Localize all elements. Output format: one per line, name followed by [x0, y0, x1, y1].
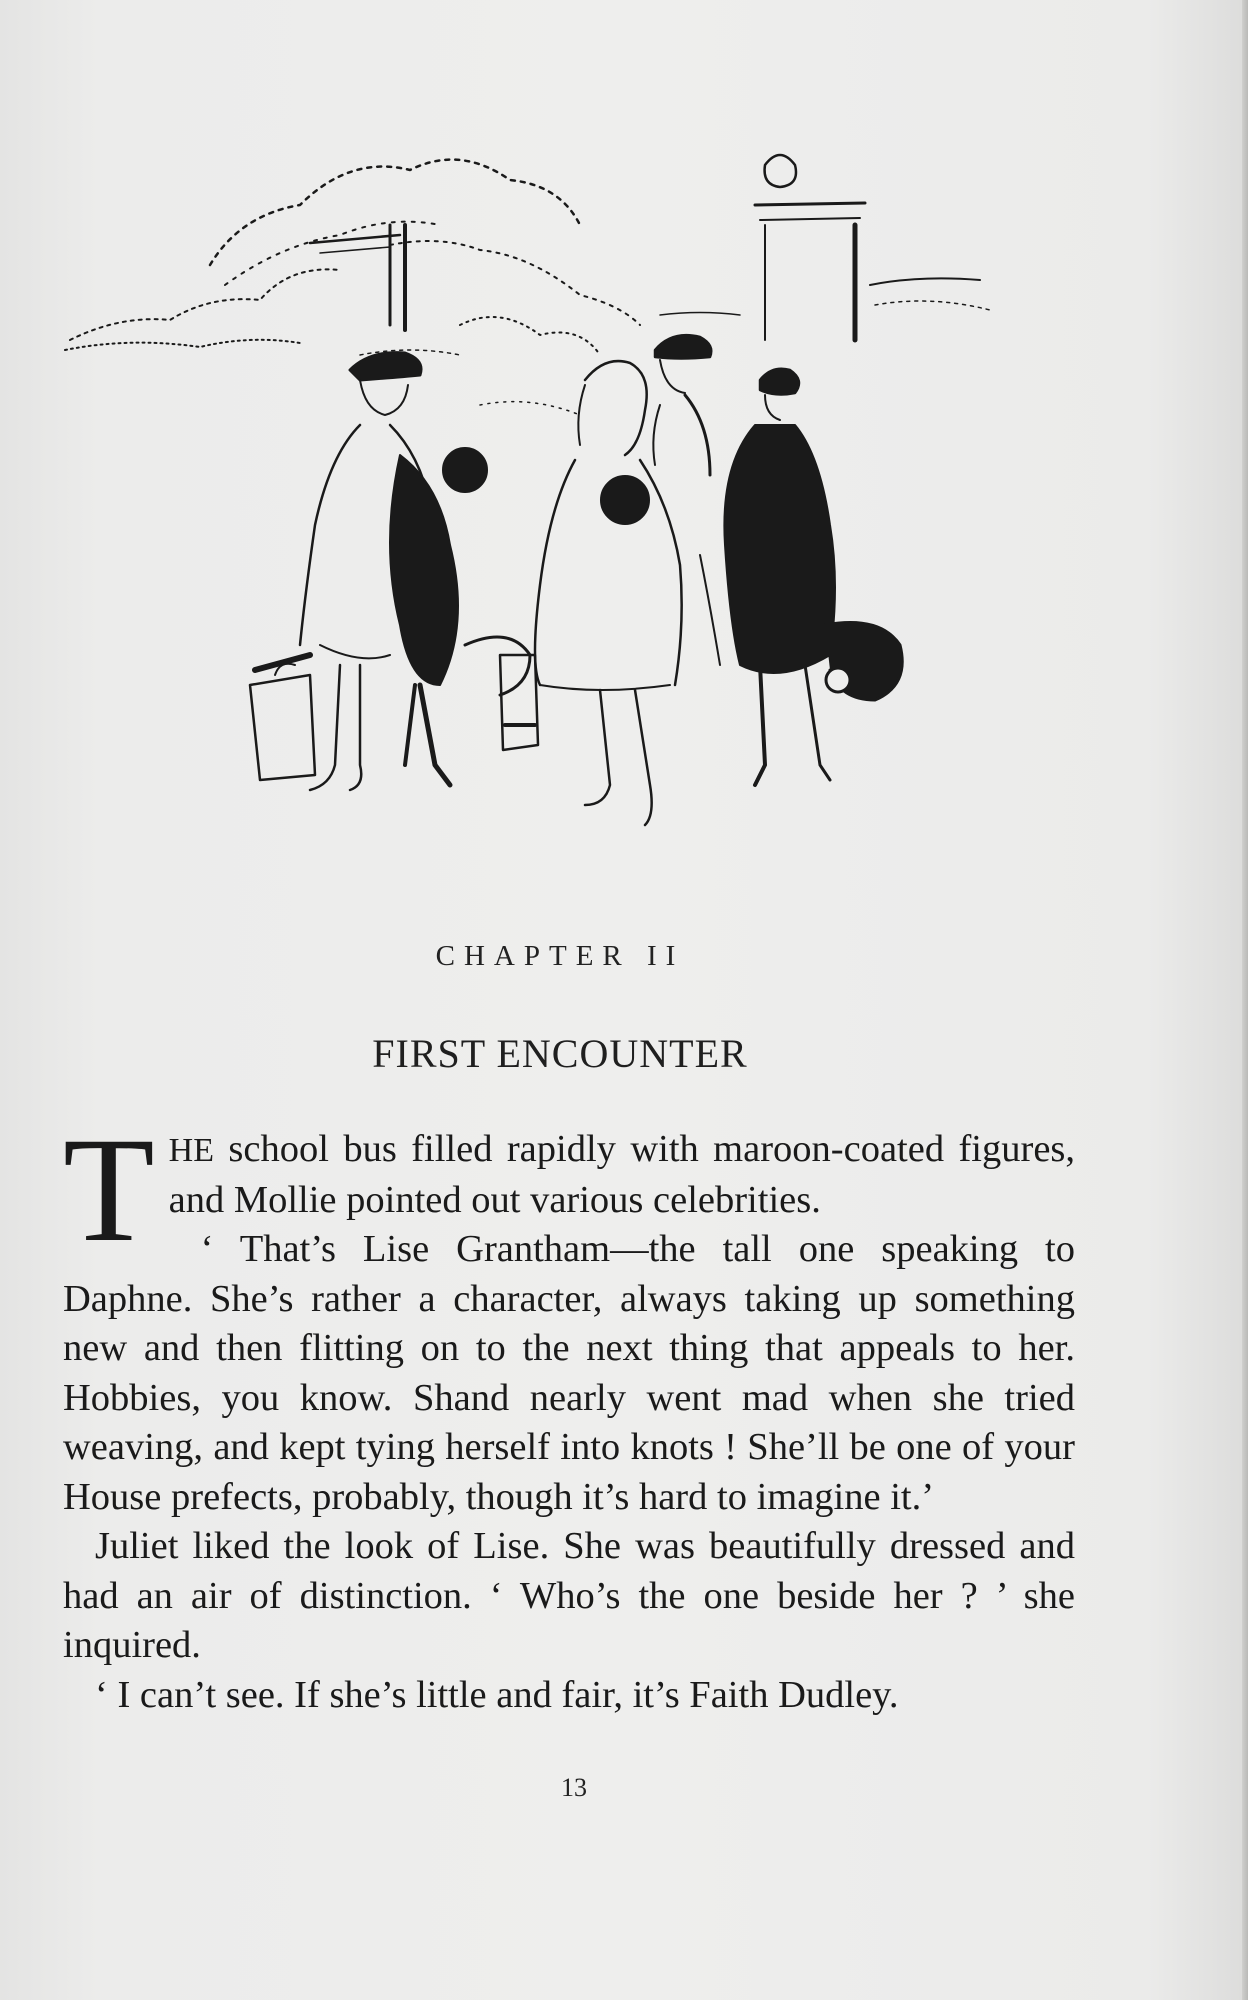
paragraph-4: ‘ I can’t see. If she’s little and fair, it’s Faith Dudley.	[95, 1673, 899, 1716]
page-number: 13	[561, 1773, 587, 1802]
chapter-number: CHAPTER II	[435, 940, 685, 972]
chapter-title: FIRST ENCOUNTER	[372, 1031, 748, 1076]
paragraph-1	[63, 1107, 1076, 1273]
paragraph-3: Juliet liked the look of Lise. She was beautifully dressed and had an air of distinction. ‘ Who’s the one beside her ? ’ she inquired.	[63, 1525, 1075, 1666]
chapter-body	[63, 1107, 1076, 1720]
paragraph-1-text: school bus filled rapidly with maroon-coated figures, and Mollie pointed out various celebrities.	[168, 1128, 1076, 1221]
page-edge	[1242, 0, 1248, 2000]
first-word-smallcaps: HE	[168, 1132, 214, 1169]
paragraph-2: ‘ That’s Lise Grantham—the tall one speaking to Daphne. She’s rather a character, always taking up something new and then flitting on to the next thing that appeals to her. Hobbies, you know. Shand nearly went mad when she tried weaving, and kept tying herself into knots ! She’ll be one of your House prefects, probably, though it’s hard to imagine it.’	[63, 1228, 1075, 1518]
chapter-illustration	[60, 125, 1040, 895]
drop-cap: T	[63, 1107, 155, 1273]
